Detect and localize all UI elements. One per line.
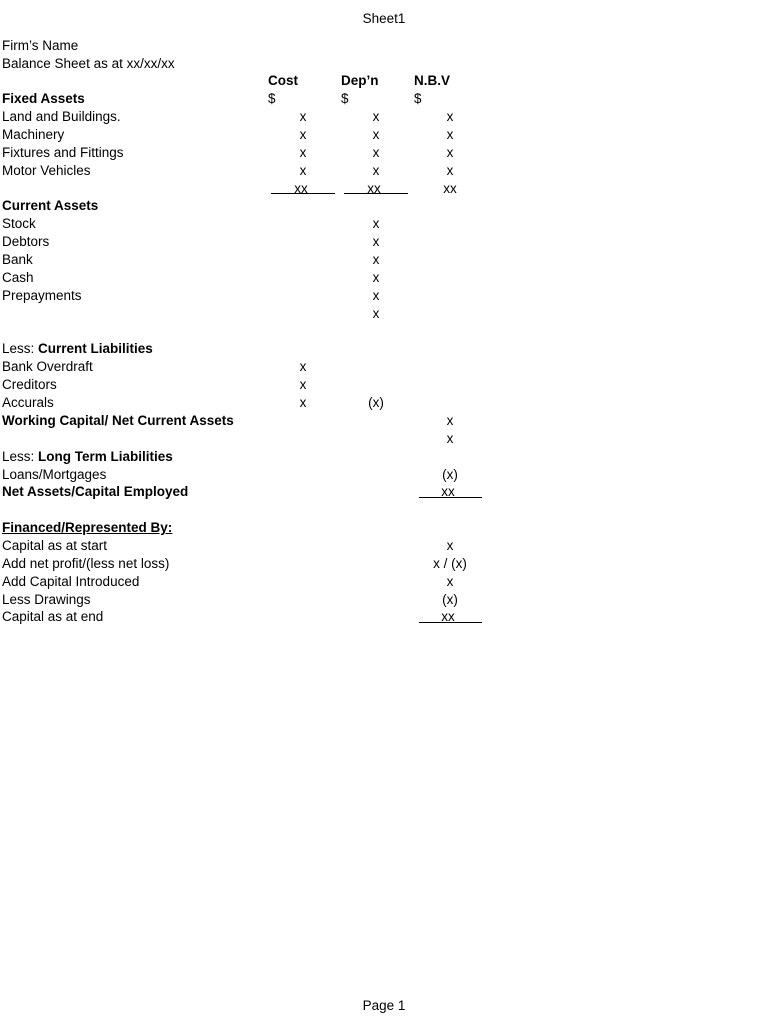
fixed-assets-total-nbv: xx bbox=[443, 181, 457, 196]
current-liabilities-total: (x) bbox=[368, 395, 384, 410]
currency-symbol-nbv: $ bbox=[414, 91, 422, 106]
current-liabilities-title: Current Liabilities bbox=[38, 341, 153, 356]
fixed-asset-depn: x bbox=[372, 127, 380, 142]
fixed-asset-label: Machinery bbox=[2, 127, 65, 142]
financed-by-label: Add Capital Introduced bbox=[2, 574, 140, 589]
net-assets-value: xx bbox=[441, 484, 455, 499]
long-term-liabilities-title: Long Term Liabilities bbox=[38, 449, 173, 464]
current-assets-heading: Current Assets bbox=[2, 198, 99, 213]
current-asset-label: Stock bbox=[2, 216, 36, 231]
financed-by-label: Less Drawings bbox=[2, 592, 91, 607]
current-asset-value: x bbox=[372, 234, 380, 249]
liability-value: x bbox=[299, 359, 307, 374]
column-header-depn: Dep’n bbox=[341, 73, 379, 88]
current-asset-value: x bbox=[372, 288, 380, 303]
statement-title: Balance Sheet as at xx/xx/xx bbox=[2, 56, 175, 71]
fixed-asset-depn: x bbox=[372, 109, 380, 124]
financed-by-label: Add net profit/(less net loss) bbox=[2, 556, 170, 571]
current-asset-value: x bbox=[372, 270, 380, 285]
current-asset-label: Bank bbox=[2, 252, 33, 267]
fixed-assets-total-cost: xx bbox=[294, 181, 308, 196]
financed-by-label: Capital as at start bbox=[2, 538, 108, 553]
current-asset-value: x bbox=[372, 252, 380, 267]
sheet-title: Sheet1 bbox=[362, 11, 406, 26]
fixed-asset-cost: x bbox=[299, 127, 307, 142]
fixed-asset-label: Fixtures and Fittings bbox=[2, 145, 124, 160]
long-term-liabilities-heading bbox=[2, 448, 173, 465]
currency-symbol-depn: $ bbox=[341, 91, 349, 106]
long-term-liability-label: Loans/Mortgages bbox=[2, 467, 107, 482]
fixed-asset-depn: x bbox=[372, 145, 380, 160]
financed-by-label: Capital as at end bbox=[2, 609, 104, 624]
current-asset-label: Cash bbox=[2, 270, 34, 285]
fixed-assets-total-depn: xx bbox=[367, 181, 381, 196]
fixed-asset-nbv: x bbox=[446, 163, 454, 178]
fixed-asset-nbv: x bbox=[446, 109, 454, 124]
fixed-asset-cost: x bbox=[299, 145, 307, 160]
current-assets-total: x bbox=[372, 306, 380, 321]
fixed-asset-cost: x bbox=[299, 163, 307, 178]
working-capital-subtotal: x bbox=[446, 431, 454, 446]
column-header-cost: Cost bbox=[268, 73, 298, 88]
current-asset-label: Debtors bbox=[2, 234, 50, 249]
liability-value: x bbox=[299, 395, 307, 410]
fixed-asset-nbv: x bbox=[446, 127, 454, 142]
financed-by-value: x bbox=[446, 574, 454, 589]
long-term-liability-value: (x) bbox=[442, 467, 458, 482]
financed-by-value: x bbox=[446, 538, 454, 553]
column-header-nbv: N.B.V bbox=[414, 73, 451, 88]
fixed-asset-label: Motor Vehicles bbox=[2, 163, 91, 178]
less-prefix: Less: bbox=[2, 449, 39, 464]
fixed-assets-heading: Fixed Assets bbox=[2, 91, 85, 106]
financed-by-value: xx bbox=[441, 609, 455, 624]
liability-label: Bank Overdraft bbox=[2, 359, 93, 374]
fixed-asset-cost: x bbox=[299, 109, 307, 124]
fixed-asset-label: Land and Buildings. bbox=[2, 109, 121, 124]
liability-label: Accurals bbox=[2, 395, 54, 410]
page-number: Page 1 bbox=[362, 998, 406, 1013]
firm-name: Firm’s Name bbox=[2, 38, 79, 53]
financed-by-heading: Financed/Represented By: bbox=[2, 520, 173, 535]
fixed-asset-nbv: x bbox=[446, 145, 454, 160]
currency-symbol-cost: $ bbox=[268, 91, 276, 106]
liability-value: x bbox=[299, 377, 307, 392]
net-assets-rule bbox=[419, 497, 482, 498]
current-liabilities-heading bbox=[2, 340, 153, 357]
net-assets-label: Net Assets/Capital Employed bbox=[2, 484, 189, 499]
current-asset-label: Prepayments bbox=[2, 288, 82, 303]
financed-by-value: (x) bbox=[442, 592, 458, 607]
current-asset-value: x bbox=[372, 216, 380, 231]
less-prefix: Less: bbox=[2, 341, 39, 356]
liability-label: Creditors bbox=[2, 377, 57, 392]
working-capital-label: Working Capital/ Net Current Assets bbox=[2, 413, 234, 428]
capital-end-rule bbox=[419, 622, 482, 623]
fixed-asset-depn: x bbox=[372, 163, 380, 178]
working-capital-value: x bbox=[446, 413, 454, 428]
financed-by-value: x / (x) bbox=[433, 556, 467, 571]
